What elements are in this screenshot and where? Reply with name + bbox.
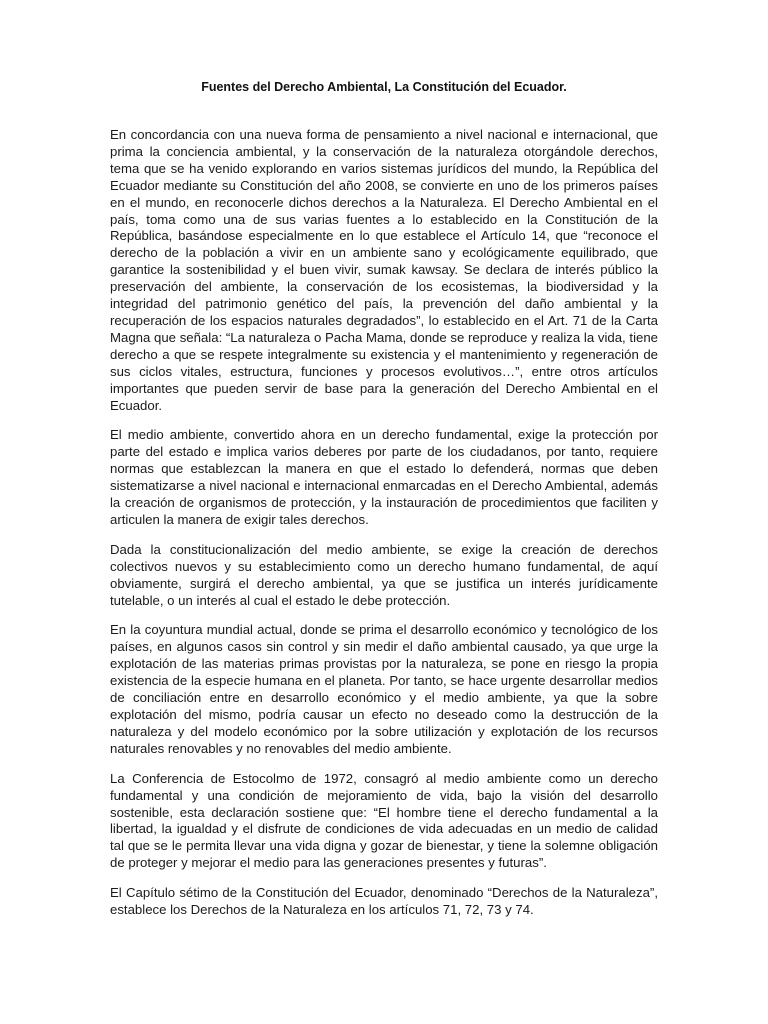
document-body (110, 127, 658, 932)
document-title: Fuentes del Derecho Ambiental, La Constitución del Ecuador. (201, 80, 567, 94)
paragraph: El medio ambiente, convertido ahora en un derecho fundamental, exige la protección por parte del estado e implica varios deberes por parte de los ciudadanos, por tanto, requiere normas que establezcan la manera en que el estado lo defenderá, normas que deben sistematizarse a nivel nacional e internacional enmarcadas en el Derecho Ambiental, además la creación de organismos de protección, y la instauración de procedimientos que faciliten y articulen la manera de exigir tales derechos. (110, 427, 658, 527)
paragraph: La Conferencia de Estocolmo de 1972, consagró al medio ambiente como un derecho fundamental y una condición de mejoramiento de vida, bajo la visión del desarrollo sostenible, esta declaración sostiene que: “El hombre tiene el derecho fundamental a la libertad, la igualdad y el disfrute de condiciones de vida adecuadas en un medio de calidad tal que se le permita llevar una vida digna y gozar de bienestar, y tiene la solemne obligación de proteger y mejorar el medio para las generaciones presentes y futuras”. (110, 770, 658, 871)
paragraph: En concordancia con una nueva forma de pensamiento a nivel nacional e internacional, que prima la conciencia ambiental, y la conservación de la naturaleza otorgándole derechos, tema que se ha venido explorando en varios sistemas jurídicos del mundo, la República del Ecuador mediante su Constitución del año 2008, se convierte en uno de los primeros países en el mundo, en reconocerle dichos derechos a la Naturaleza. El Derecho Ambiental en el país, toma como una de sus varias fuentes a lo establecido en la Constitución de la República, basándose especialmente en lo que establece el Artículo 14, que “reconoce el derecho de la población a vivir en un ambiente sano y ecológicamente equilibrado, que garantice la sostenibilidad y el buen vivir, sumak kawsay. Se declara de interés público la preservación del ambiente, la conservación de los ecosistemas, la biodiversidad y la integridad del patrimonio genético del país, la prevención del daño ambiental y la recuperación de los espacios naturales degradados”, lo establecido en el Art. 71 de la Carta Magna que señala: “La naturaleza o Pacha Mama, donde se reproduce y realiza la vida, tiene derecho a que se respete integralmente su existencia y el mantenimiento y regeneración de sus ciclos vitales, estructura, funciones y procesos evolutivos…”, entre otros artículos importantes que pueden servir de base para la generación del Derecho Ambiental en el Ecuador. (110, 127, 658, 413)
paragraph: El Capítulo sétimo de la Constitución del Ecuador, denominado “Derechos de la Naturaleza”, establece los Derechos de la Naturaleza en los artículos 71, 72, 73 y 74. (110, 885, 658, 918)
paragraph: En la coyuntura mundial actual, donde se prima el desarrollo económico y tecnológico de los países, en algunos casos sin control y sin medir el daño ambiental causado, ya que urge la explotación de las materias primas provistas por la naturaleza, se pone en riesgo la propia existencia de la especie humana en el planeta. Por tanto, se hace urgente desarrollar medios de conciliación entre en desarrollo económico y el medio ambiente, ya que la sobre explotación del mismo, podría causar un efecto no deseado como la destrucción de la naturaleza y del modelo económico por la sobre utilización y explotación de los recursos naturales renovables y no renovables del medio ambiente. (110, 622, 658, 756)
paragraph: Dada la constitucionalización del medio ambiente, se exige la creación de derechos colectivos nuevos y su establecimiento como un derecho humano fundamental, de aquí obviamente, surgirá el derecho ambiental, ya que se justifica un interés jurídicamente tutelable, o un interés al cual el estado le debe protección. (110, 541, 658, 608)
